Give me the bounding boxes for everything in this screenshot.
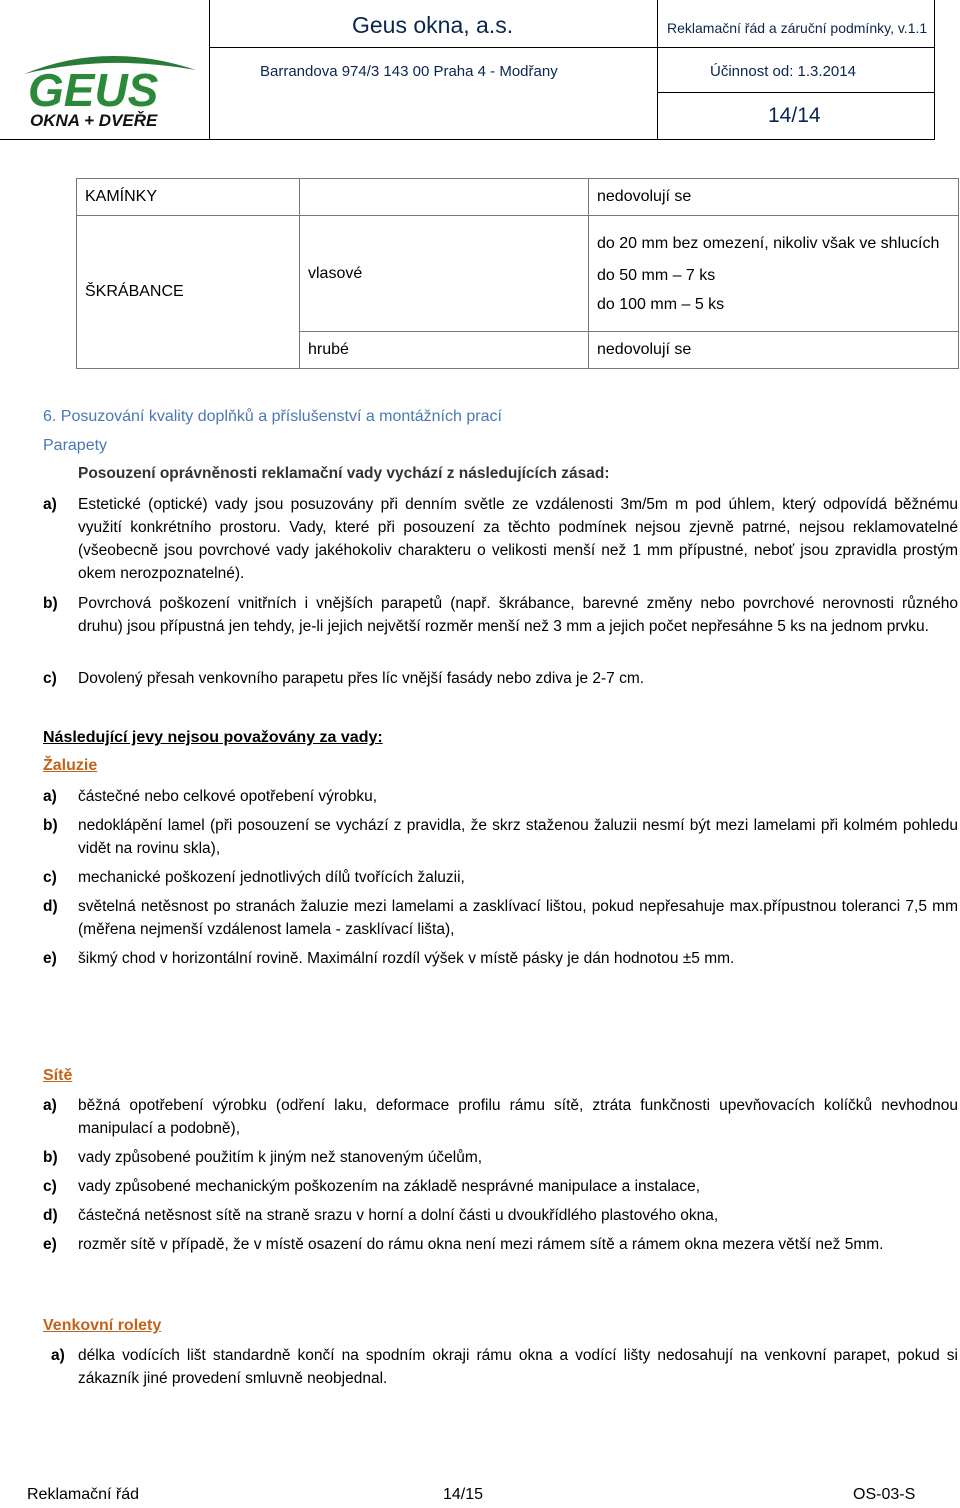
list-item: mechanické poškození jednotlivých dílů tvořících žaluzii, <box>78 869 465 886</box>
table-cell: hrubé <box>300 332 589 369</box>
criteria-table <box>76 178 959 369</box>
list-item: běžná opotřebení výrobku (odření laku, deformace profilu rámu sítě, ztráta funkčnosti upevňovacích kolíčků nevhodnou manipulací a podobně), <box>78 1097 958 1137</box>
table-cell <box>589 216 959 332</box>
not-defects-heading: Následující jevy nejsou považovány za vady: <box>43 729 383 746</box>
company-name: Geus okna, a.s. <box>352 12 514 38</box>
table-cell: ŠKRÁBANCE <box>77 216 300 369</box>
list-item: Dovolený přesah venkovního parapetu přes líc vnější fasády nebo zdiva je 2-7 cm. <box>78 670 645 687</box>
table-cell-line: do 100 mm – 5 ks <box>597 296 725 313</box>
table-cell-line: do 50 mm – 7 ks <box>597 267 716 284</box>
table-row <box>77 179 959 216</box>
table-cell: KAMÍNKY <box>77 179 300 216</box>
page-number: 14/14 <box>768 104 821 127</box>
list-item: Povrchová poškození vnitřních i vnějších parapetů (např. škrábance, barevné změny nebo povrchové nerovnosti různého druhu) jsou přípustná jen tehdy, je-li jejich největší rozměr menší než 3 mm a jejich počet nepřesáhne 5 ks na jednom prvku. <box>78 595 958 635</box>
zaluzie-heading: Žaluzie <box>43 757 98 774</box>
list-item: šikmý chod v horizontální rovině. Maximální rozdíl výšek v místě pásky je dán hodnotou ±5 mm. <box>78 950 735 967</box>
header-divider <box>657 0 658 140</box>
table-row <box>77 216 959 332</box>
list-item: Estetické (optické) vady jsou posuzovány při denním světle ze vzdálenosti 3m/5m m pod úhlem, který odpovídá běžnému využití konkrétního prostoru. Vady, které při posouzení za těchto podmínek nejsou zjevně patrné, nejsou reklamovatelné (všeobecně jsou povrchové vady jakéhokoliv charakteru o velikosti menší než 1 mm přípustné, neboť jsou zpravidla prostým okem nerozpoznatelné). <box>78 496 958 582</box>
table-cell <box>300 179 589 216</box>
list-label: a) <box>43 1097 57 1114</box>
list-label: a) <box>43 496 57 513</box>
list-label: e) <box>43 950 57 967</box>
footer-page: 14/15 <box>443 1486 484 1503</box>
list-item: rozměr sítě v případě, že v místě osazení do rámu okna není mezi rámem sítě a rámem okna mezera větší než 5mm. <box>78 1236 884 1253</box>
header-divider <box>0 139 935 140</box>
header-divider <box>209 47 935 48</box>
site-heading: Sítě <box>43 1067 73 1084</box>
list-label: b) <box>43 595 58 612</box>
list-item: nedoklápění lamel (při posouzení se vychází z pravidla, že skrz staženou žaluzii nesmí být mezi lamelami při kolmém pohledu vidět na rovinu skla), <box>78 817 958 857</box>
header-divider <box>934 0 935 140</box>
doc-title: Reklamační řád a záruční podmínky, v.1.1 <box>667 20 928 36</box>
list-item: částečné nebo celkové opotřebení výrobku, <box>78 788 377 805</box>
list-item: délka vodících lišt standardně končí na spodním okraji rámu okna a vodící lišty nedosahují na venkovní parapet, pokud si zákazník jiné provedení smluvně neobjednal. <box>78 1347 958 1387</box>
list-label: b) <box>43 1149 58 1166</box>
effective-date: Účinnost od: 1.3.2014 <box>710 63 856 80</box>
company-logo <box>6 40 206 132</box>
list-label: e) <box>43 1236 57 1253</box>
list-label: a) <box>43 788 57 805</box>
section-heading: 6. Posuzování kvality doplňků a příslušenství a montážních prací <box>43 408 502 425</box>
table-cell: vlasové <box>300 216 589 332</box>
table-cell-line: do 20 mm bez omezení, nikoliv však ve shlucích <box>597 235 940 252</box>
footer-code: OS-03-S <box>853 1486 916 1503</box>
header-divider <box>657 92 935 93</box>
section-intro: Posouzení oprávněnosti reklamační vady vychází z následujících zásad: <box>78 465 610 482</box>
list-label: c) <box>43 869 57 886</box>
logo-subtext: OKNA + DVEŘE <box>30 111 158 130</box>
table-cell: nedovolují se <box>589 332 959 369</box>
list-label: c) <box>43 670 57 687</box>
header-divider <box>209 0 210 140</box>
list-label: b) <box>43 817 58 834</box>
logo-text: GEUS <box>28 64 159 116</box>
list-label: c) <box>43 1178 57 1195</box>
subsection-heading: Parapety <box>43 437 108 454</box>
list-label: d) <box>43 898 58 915</box>
list-item: vady způsobené mechanickým poškozením na základě nesprávné manipulace a instalace, <box>78 1178 701 1195</box>
company-address: Barrandova 974/3 143 00 Praha 4 - Modřany <box>260 63 558 80</box>
list-item: částečná netěsnost sítě na straně srazu v horní a dolní části u dvoukřídlého plastového okna, <box>78 1207 719 1224</box>
list-item: světelná netěsnost po stranách žaluzie mezi lamelami a zasklívací lištou, pokud nepřesahuje max.přípustnou toleranci 7,5 mm (měřena nejmenší vzdálenost lamela - zasklívací lišta), <box>78 898 958 938</box>
list-item: vady způsobené použitím k jiným než stanoveným účelům, <box>78 1149 483 1166</box>
rolety-heading: Venkovní rolety <box>43 1317 162 1334</box>
list-label: d) <box>43 1207 58 1224</box>
table-cell: nedovolují se <box>589 179 959 216</box>
list-label: a) <box>51 1347 65 1364</box>
footer-left: Reklamační řád <box>27 1486 140 1503</box>
